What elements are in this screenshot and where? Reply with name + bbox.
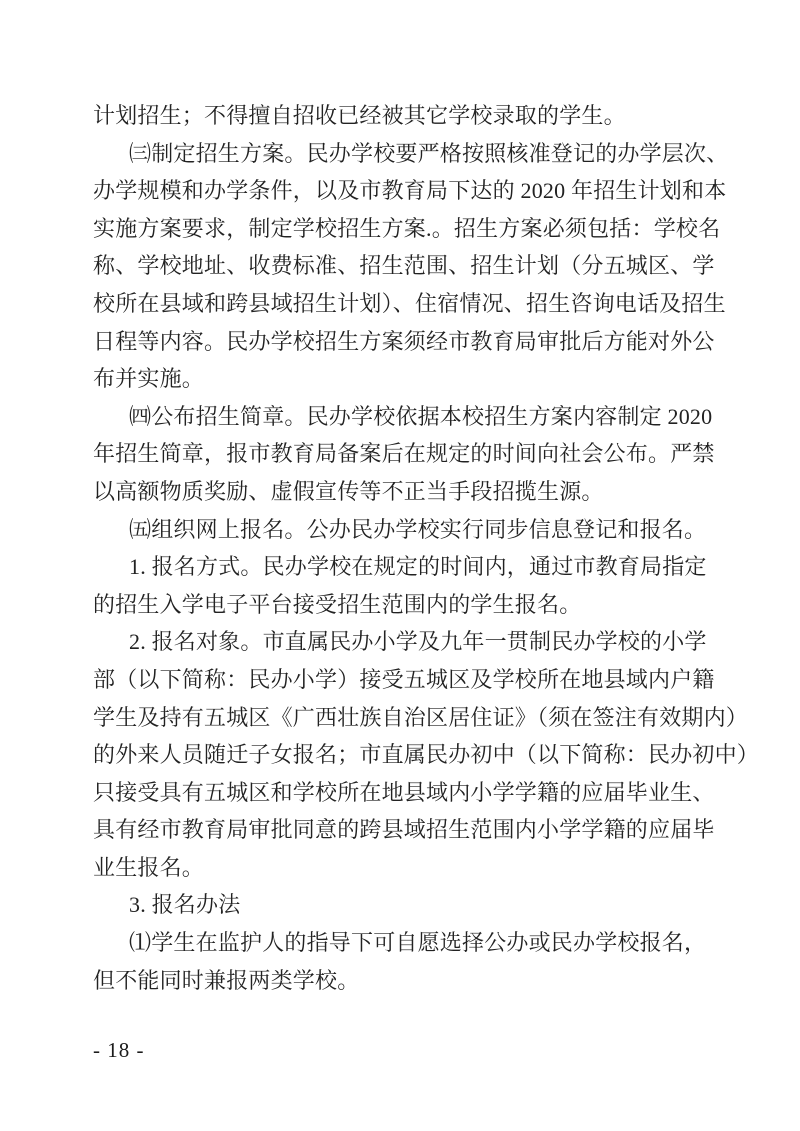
body-line: ㈤组织网上报名。公办民办学校实行同步信息登记和报名。 — [129, 516, 707, 542]
body-line: 布并实施。 — [93, 366, 205, 392]
body-line: 称、学校地址、收费标准、招生范围、招生计划（分五城区、学 — [93, 253, 715, 279]
document-body — [93, 97, 760, 999]
body-line: 办学规模和办学条件，以及市教育局下达的 2020 年招生计划和本 — [93, 178, 727, 204]
body-line: 计划招生；不得擅自招收已经被其它学校录取的学生。 — [93, 103, 626, 128]
body-line: 学生及持有五城区《广西壮族自治区居住证》（须在签注有效期内） — [93, 704, 749, 730]
page-number: - 18 - — [93, 1038, 145, 1062]
body-line: ⑴学生在监护人的指导下可自愿选择公办或民办学校报名， — [129, 930, 707, 956]
body-line: 部（以下简称：民办小学）接受五城区及学校所在地县域内户籍 — [93, 666, 715, 692]
body-line: 2. 报名对象。市直属民办小学及九年一贯制民办学校的小学 — [129, 629, 707, 655]
body-line: 以高额物质奖励、虚假宣传等不正当手段招揽生源。 — [93, 478, 604, 504]
body-line: 1. 报名方式。民办学校在规定的时间内，通过市教育局指定 — [129, 554, 707, 580]
body-line: 的外来人员随迁子女报名；市直属民办初中（以下简称：民办初中） — [93, 742, 760, 768]
body-line: 只接受具有五城区和学校所在地县域内小学学籍的应届毕业生、 — [93, 779, 715, 805]
body-line: ㈢制定招生方案。民办学校要严格按照核准登记的办学层次、 — [129, 140, 729, 166]
body-line: 的招生入学电子平台接受招生范围内的学生报名。 — [93, 591, 582, 617]
body-line: 具有经市教育局审批同意的跨县域招生范围内小学学籍的应届毕 — [93, 817, 715, 843]
body-line: ㈣公布招生简章。民办学校依据本校招生方案内容制定 2020 — [129, 403, 713, 429]
body-line: 实施方案要求，制定学校招生方案.。招生方案必须包括：学校名 — [93, 215, 721, 241]
body-line: 但不能同时兼报两类学校。 — [93, 967, 360, 993]
body-line: 年招生简章，报市教育局备案后在规定的时间向社会公布。严禁 — [93, 441, 715, 467]
body-line: 3. 报名办法 — [129, 892, 241, 918]
body-line: 校所在县域和跨县域招生计划）、住宿情况、招生咨询电话及招生 — [93, 290, 726, 316]
body-line: 业生报名。 — [93, 854, 205, 880]
body-line: 日程等内容。民办学校招生方案须经市教育局审批后方能对外公 — [93, 328, 715, 354]
